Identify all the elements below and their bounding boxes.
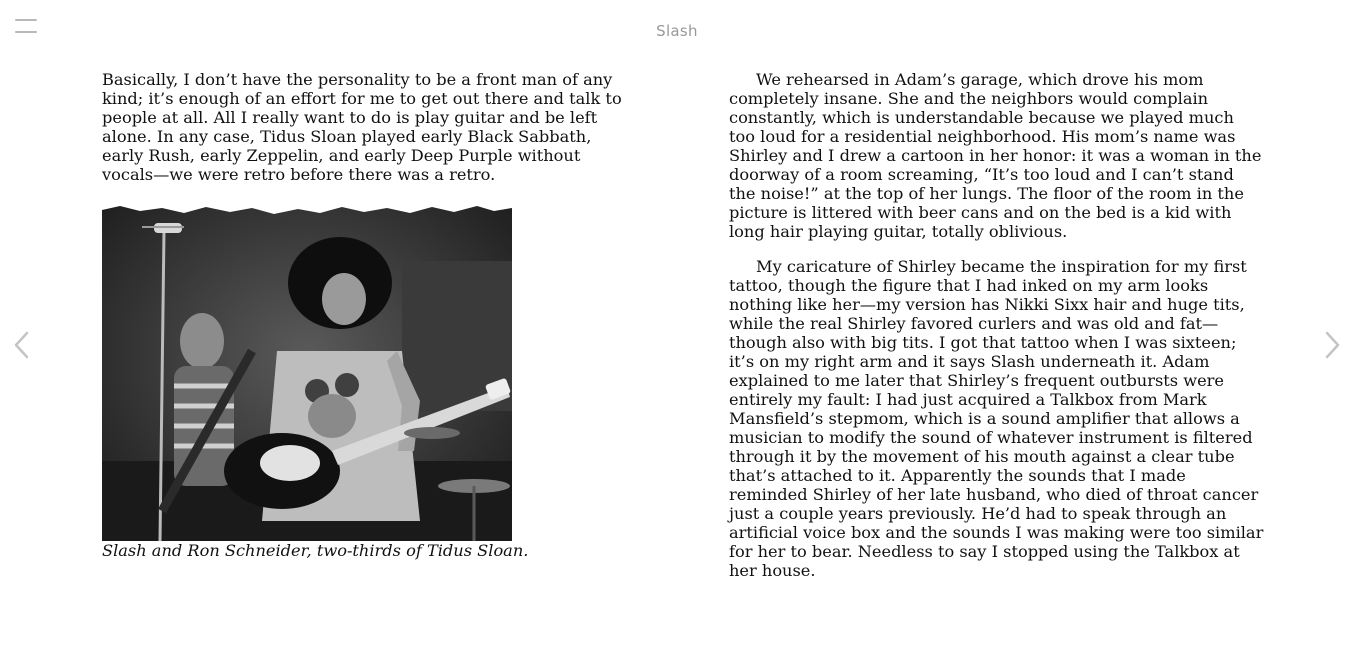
concert-photo [102,201,512,541]
chevron-right-icon [1320,327,1344,363]
right-page-paragraph: We rehearsed in Adam’s garage, which drove his mom completely insane. She and the neighbors would complain constantly, which is understandable because we played much too loud for a residential neighborhood. His mom’s name was Shirley and I drew a cartoon in her honor: it was a woman in the doorway of a room screaming, “It’s too loud and I can’t stand the noise!” at the top of her lungs. The floor of the room in the picture is littered with beer cans and on the bed is a kid with long hair playing guitar, totally oblivious. [729,70,1262,241]
left-page-paragraph: Basically, I don’t have the personality to be a front man of any kind; it’s enough of an effort for me to get out there and talk to people at all. All I really want to do is play guitar and be left alone. In any case, Tidus Sloan played early Black Sabbath, early Rush, early Zeppelin, and early Deep Purple without vocals—we were retro before there was a retro. [102,70,622,184]
next-page-button[interactable] [1320,327,1344,363]
chevron-left-icon [10,327,34,363]
hamburger-menu-icon [15,19,37,21]
right-page [729,70,1264,580]
concert-photo-image [102,201,512,541]
left-page [102,70,627,560]
photo-caption: Slash and Ron Schneider, two-thirds of Tidus Sloan. [102,541,529,560]
book-title: Slash [656,22,698,40]
right-page-paragraph: My caricature of Shirley became the inspiration for my first tattoo, though the figure that I had inked on my arm looks nothing like her—my version has Nikki Sixx hair and huge tits, while the real Shirley favored curlers and was old and fat—though also with big tits. I got that tattoo when I was sixteen; it’s on my right arm and it says Slash underneath it. Adam explained to me later that Shirley’s frequent outbursts were entirely my fault: I had just acquired a Talkbox from Mark Mansfield’s stepmom, which is a sound amplifier that allows a musician to modify the sound of whatever instrument is filtered through it by the movement of his mouth against a clear tube that’s attached to it. Apparently the sounds that I made reminded Shirley of her late husband, who died of throat cancer just a couple years previously. He’d had to speak through an artificial voice box and the sounds I was making were too similar for her to bear. Needless to say I stopped using the Talkbox at her house. [729,257,1264,580]
previous-page-button[interactable] [10,327,34,363]
